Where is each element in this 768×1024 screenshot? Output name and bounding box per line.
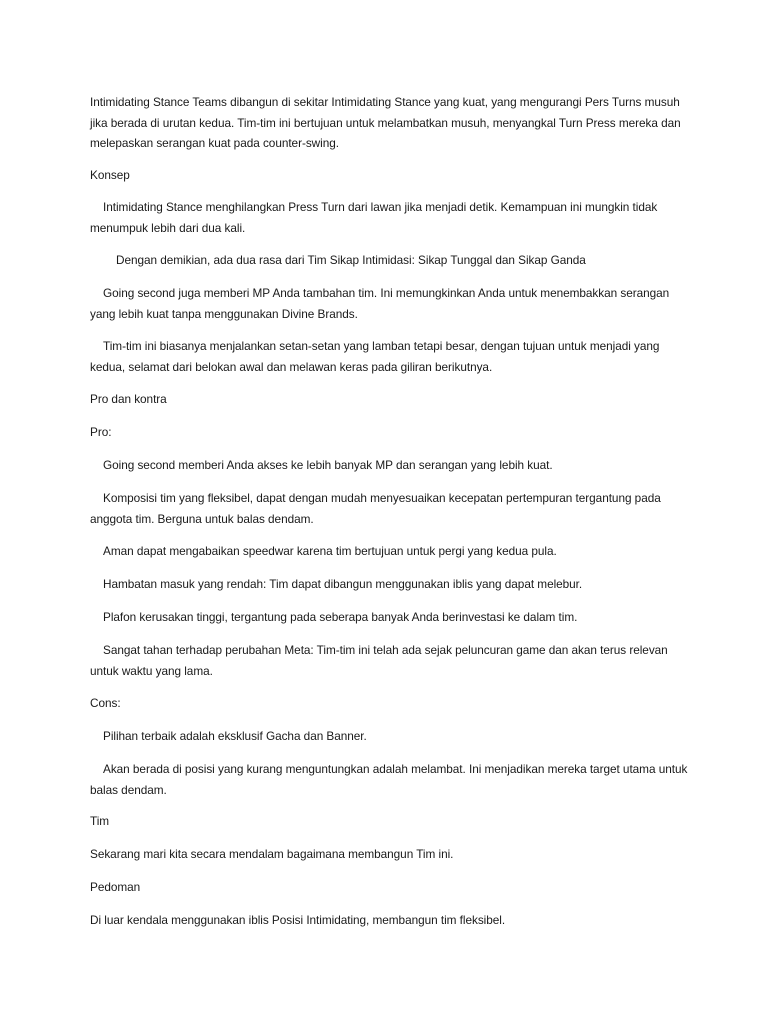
pro-item-6: Sangat tahan terhadap perubahan Meta: Tim-tim ini telah ada sejak peluncuran game dan akan terus relevan untuk waktu yang lama. (90, 643, 671, 678)
pro-item-2: Komposisi tim yang fleksibel, dapat dengan mudah menyesuaikan kecepatan pertempuran tergantung pada anggota tim. Berguna untuk balas dendam. (90, 491, 664, 526)
pro-item-3: Aman dapat mengabaikan speedwar karena tim bertujuan untuk pergi yang kedua pula. (103, 544, 557, 558)
concept-paragraph-1: Intimidating Stance menghilangkan Press Turn dari lawan jika menjadi detik. Kemampuan ini mungkin tidak menumpuk lebih dari dua kali. (90, 200, 661, 235)
section-heading-konsep: Konsep (90, 168, 130, 182)
subheading-pro: Pro: (90, 425, 112, 439)
pro-item-4: Hambatan masuk yang rendah: Tim dapat dibangun menggunakan iblis yang dapat melebur. (103, 577, 583, 591)
section-heading-tim: Tim (90, 814, 110, 828)
intro-paragraph: Intimidating Stance Teams dibangun di sekitar Intimidating Stance yang kuat, yang mengurangi Pers Turns musuh jika berada di urutan kedua. Tim-tim ini bertujuan untuk melambatkan musuh, menyangkal Turn Press mereka dan melepaskan serangan kuat pada counter-swing. (90, 95, 684, 150)
section-heading-pedoman: Pedoman (90, 880, 141, 894)
cons-item-1: Pilihan terbaik adalah eksklusif Gacha dan Banner. (103, 729, 367, 743)
concept-paragraph-2: Dengan demikian, ada dua rasa dari Tim Sikap Intimidasi: Sikap Tunggal dan Sikap Ganda (116, 253, 586, 267)
tim-paragraph: Sekarang mari kita secara mendalam bagaimana membangun Tim ini. (90, 847, 454, 861)
section-heading-pro-kontra: Pro dan kontra (90, 392, 167, 406)
pro-item-1: Going second memberi Anda akses ke lebih banyak MP dan serangan yang lebih kuat. (103, 458, 553, 472)
subheading-cons: Cons: (90, 696, 121, 710)
concept-paragraph-4: Tim-tim ini biasanya menjalankan setan-setan yang lamban tetapi besar, dengan tujuan untuk menjadi yang kedua, selamat dari belokan awal dan melawan keras pada giliran berikutnya. (90, 339, 663, 374)
pro-item-5: Plafon kerusakan tinggi, tergantung pada seberapa banyak Anda berinvestasi ke dalam tim. (103, 610, 578, 624)
pedoman-paragraph: Di luar kendala menggunakan iblis Posisi Intimidating, membangun tim fleksibel. (90, 913, 506, 927)
concept-paragraph-3: Going second juga memberi MP Anda tambahan tim. Ini memungkinkan Anda untuk menembakkan serangan yang lebih kuat tanpa menggunakan Divine Brands. (90, 286, 673, 321)
cons-item-2: Akan berada di posisi yang kurang menguntungkan adalah melambat. Ini menjadikan mereka target utama untuk balas dendam. (90, 762, 691, 797)
